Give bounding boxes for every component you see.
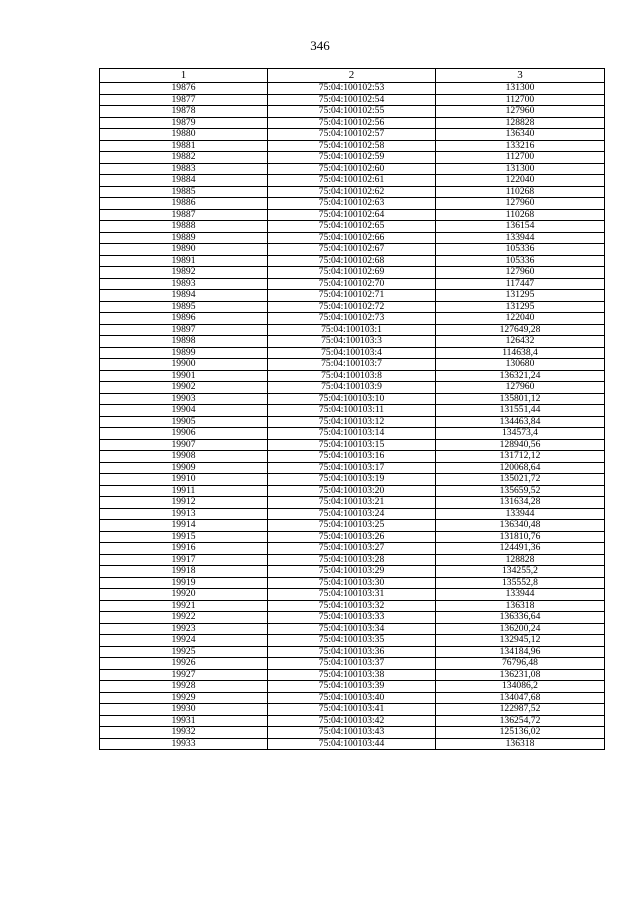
value-cell: 136254,72 xyxy=(436,715,605,727)
table-row xyxy=(100,336,605,348)
table-row xyxy=(100,577,605,589)
cadastral-number-cell: 75:04:100103:31 xyxy=(268,589,436,601)
cadastral-number-cell: 75:04:100103:35 xyxy=(268,635,436,647)
row-number-cell: 19879 xyxy=(100,117,268,129)
table-row xyxy=(100,658,605,670)
cadastral-number-cell: 75:04:100103:33 xyxy=(268,612,436,624)
value-cell: 112700 xyxy=(436,94,605,106)
table-row xyxy=(100,692,605,704)
value-cell: 131712,12 xyxy=(436,451,605,463)
row-number-cell: 19928 xyxy=(100,681,268,693)
cadastral-number-cell: 75:04:100103:21 xyxy=(268,497,436,509)
table-row xyxy=(100,301,605,313)
row-number-cell: 19886 xyxy=(100,198,268,210)
cadastral-number-cell: 75:04:100102:56 xyxy=(268,117,436,129)
cadastral-number-cell: 75:04:100103:29 xyxy=(268,566,436,578)
value-cell: 117447 xyxy=(436,278,605,290)
cadastral-number-cell: 75:04:100102:63 xyxy=(268,198,436,210)
table-row xyxy=(100,232,605,244)
value-cell: 131300 xyxy=(436,83,605,95)
value-cell: 134086,2 xyxy=(436,681,605,693)
row-number-cell: 19925 xyxy=(100,646,268,658)
row-number-cell: 19910 xyxy=(100,474,268,486)
table-row xyxy=(100,267,605,279)
row-number-cell: 19888 xyxy=(100,221,268,233)
row-number-cell: 19924 xyxy=(100,635,268,647)
cadastral-number-cell: 75:04:100102:64 xyxy=(268,209,436,221)
cadastral-number-cell: 75:04:100103:1 xyxy=(268,324,436,336)
table-row xyxy=(100,497,605,509)
row-number-cell: 19921 xyxy=(100,600,268,612)
table-row xyxy=(100,715,605,727)
value-cell: 76796,48 xyxy=(436,658,605,670)
value-cell: 131300 xyxy=(436,163,605,175)
table-row xyxy=(100,140,605,152)
cadastral-number-cell: 75:04:100103:11 xyxy=(268,405,436,417)
table-row xyxy=(100,462,605,474)
row-number-cell: 19929 xyxy=(100,692,268,704)
cadastral-number-cell: 75:04:100103:7 xyxy=(268,359,436,371)
table-row xyxy=(100,163,605,175)
value-cell: 131295 xyxy=(436,301,605,313)
table-header-row xyxy=(100,69,605,83)
cadastral-number-cell: 75:04:100103:3 xyxy=(268,336,436,348)
table-row xyxy=(100,313,605,325)
value-cell: 133944 xyxy=(436,589,605,601)
table-row xyxy=(100,566,605,578)
value-cell: 136318 xyxy=(436,738,605,750)
cadastral-number-cell: 75:04:100102:66 xyxy=(268,232,436,244)
row-number-cell: 19922 xyxy=(100,612,268,624)
row-number-cell: 19899 xyxy=(100,347,268,359)
row-number-cell: 19932 xyxy=(100,727,268,739)
table-row xyxy=(100,681,605,693)
cadastral-number-cell: 75:04:100103:4 xyxy=(268,347,436,359)
value-cell: 114638,4 xyxy=(436,347,605,359)
column-header-1: 1 xyxy=(100,69,268,83)
table-row xyxy=(100,646,605,658)
table-row xyxy=(100,451,605,463)
cadastral-number-cell: 75:04:100103:42 xyxy=(268,715,436,727)
row-number-cell: 19931 xyxy=(100,715,268,727)
cadastral-number-cell: 75:04:100103:26 xyxy=(268,531,436,543)
value-cell: 135021,72 xyxy=(436,474,605,486)
value-cell: 127960 xyxy=(436,382,605,394)
cadastral-number-cell: 75:04:100103:43 xyxy=(268,727,436,739)
cadastral-number-cell: 75:04:100103:20 xyxy=(268,485,436,497)
row-number-cell: 19917 xyxy=(100,554,268,566)
table-row xyxy=(100,83,605,95)
value-cell: 134047,68 xyxy=(436,692,605,704)
value-cell: 131295 xyxy=(436,290,605,302)
cadastral-number-cell: 75:04:100103:40 xyxy=(268,692,436,704)
value-cell: 136200,24 xyxy=(436,623,605,635)
row-number-cell: 19909 xyxy=(100,462,268,474)
row-number-cell: 19927 xyxy=(100,669,268,681)
row-number-cell: 19876 xyxy=(100,83,268,95)
cadastral-number-cell: 75:04:100103:34 xyxy=(268,623,436,635)
row-number-cell: 19884 xyxy=(100,175,268,187)
cadastral-number-cell: 75:04:100102:71 xyxy=(268,290,436,302)
table-row xyxy=(100,186,605,198)
row-number-cell: 19933 xyxy=(100,738,268,750)
value-cell: 131634,28 xyxy=(436,497,605,509)
cadastral-number-cell: 75:04:100102:57 xyxy=(268,129,436,141)
cadastral-number-cell: 75:04:100102:72 xyxy=(268,301,436,313)
table-row xyxy=(100,370,605,382)
row-number-cell: 19881 xyxy=(100,140,268,152)
table-row xyxy=(100,727,605,739)
row-number-cell: 19907 xyxy=(100,439,268,451)
cadastral-number-cell: 75:04:100103:44 xyxy=(268,738,436,750)
row-number-cell: 19877 xyxy=(100,94,268,106)
row-number-cell: 19919 xyxy=(100,577,268,589)
value-cell: 105336 xyxy=(436,244,605,256)
row-number-cell: 19893 xyxy=(100,278,268,290)
row-number-cell: 19896 xyxy=(100,313,268,325)
value-cell: 105336 xyxy=(436,255,605,267)
table-row xyxy=(100,416,605,428)
value-cell: 122987,52 xyxy=(436,704,605,716)
value-cell: 131810,76 xyxy=(436,531,605,543)
row-number-cell: 19920 xyxy=(100,589,268,601)
cadastral-number-cell: 75:04:100103:24 xyxy=(268,508,436,520)
cadastral-number-cell: 75:04:100102:58 xyxy=(268,140,436,152)
table-body xyxy=(100,83,605,750)
table-row xyxy=(100,531,605,543)
cadastral-number-cell: 75:04:100103:27 xyxy=(268,543,436,555)
value-cell: 128828 xyxy=(436,554,605,566)
cadastral-number-cell: 75:04:100102:65 xyxy=(268,221,436,233)
value-cell: 127649,28 xyxy=(436,324,605,336)
value-cell: 132945,12 xyxy=(436,635,605,647)
table-row xyxy=(100,359,605,371)
row-number-cell: 19900 xyxy=(100,359,268,371)
row-number-cell: 19897 xyxy=(100,324,268,336)
cadastral-number-cell: 75:04:100102:70 xyxy=(268,278,436,290)
cadastral-number-cell: 75:04:100103:17 xyxy=(268,462,436,474)
value-cell: 135801,12 xyxy=(436,393,605,405)
value-cell: 136340,48 xyxy=(436,520,605,532)
cadastral-number-cell: 75:04:100102:55 xyxy=(268,106,436,118)
value-cell: 136231,08 xyxy=(436,669,605,681)
table-row xyxy=(100,405,605,417)
table-row xyxy=(100,704,605,716)
row-number-cell: 19906 xyxy=(100,428,268,440)
table-row xyxy=(100,152,605,164)
row-number-cell: 19926 xyxy=(100,658,268,670)
cadastral-number-cell: 75:04:100102:68 xyxy=(268,255,436,267)
table-row xyxy=(100,439,605,451)
row-number-cell: 19913 xyxy=(100,508,268,520)
row-number-cell: 19895 xyxy=(100,301,268,313)
cadastral-number-cell: 75:04:100103:10 xyxy=(268,393,436,405)
value-cell: 136318 xyxy=(436,600,605,612)
row-number-cell: 19915 xyxy=(100,531,268,543)
cadastral-number-cell: 75:04:100103:38 xyxy=(268,669,436,681)
cadastral-number-cell: 75:04:100103:12 xyxy=(268,416,436,428)
row-number-cell: 19889 xyxy=(100,232,268,244)
row-number-cell: 19902 xyxy=(100,382,268,394)
table-row xyxy=(100,347,605,359)
value-cell: 112700 xyxy=(436,152,605,164)
row-number-cell: 19908 xyxy=(100,451,268,463)
table-row xyxy=(100,635,605,647)
value-cell: 134184,96 xyxy=(436,646,605,658)
row-number-cell: 19911 xyxy=(100,485,268,497)
value-cell: 133944 xyxy=(436,232,605,244)
table-row xyxy=(100,106,605,118)
table-row xyxy=(100,198,605,210)
table-row xyxy=(100,600,605,612)
row-number-cell: 19905 xyxy=(100,416,268,428)
value-cell: 135659,52 xyxy=(436,485,605,497)
value-cell: 133944 xyxy=(436,508,605,520)
table-row xyxy=(100,117,605,129)
table-row xyxy=(100,255,605,267)
value-cell: 135552,8 xyxy=(436,577,605,589)
value-cell: 128828 xyxy=(436,117,605,129)
cadastral-number-cell: 75:04:100103:19 xyxy=(268,474,436,486)
cadastral-number-cell: 75:04:100102:69 xyxy=(268,267,436,279)
cadastral-number-cell: 75:04:100102:60 xyxy=(268,163,436,175)
row-number-cell: 19880 xyxy=(100,129,268,141)
row-number-cell: 19930 xyxy=(100,704,268,716)
row-number-cell: 19914 xyxy=(100,520,268,532)
value-cell: 134255,2 xyxy=(436,566,605,578)
row-number-cell: 19916 xyxy=(100,543,268,555)
table-row xyxy=(100,428,605,440)
row-number-cell: 19883 xyxy=(100,163,268,175)
value-cell: 133216 xyxy=(436,140,605,152)
value-cell: 136154 xyxy=(436,221,605,233)
cadastral-number-cell: 75:04:100103:15 xyxy=(268,439,436,451)
row-number-cell: 19903 xyxy=(100,393,268,405)
page-number: 346 xyxy=(310,38,330,53)
table-row xyxy=(100,393,605,405)
row-number-cell: 19923 xyxy=(100,623,268,635)
cadastral-number-cell: 75:04:100102:67 xyxy=(268,244,436,256)
value-cell: 122040 xyxy=(436,313,605,325)
cadastral-number-cell: 75:04:100102:53 xyxy=(268,83,436,95)
table-row xyxy=(100,94,605,106)
row-number-cell: 19894 xyxy=(100,290,268,302)
table-row xyxy=(100,209,605,221)
table-row xyxy=(100,520,605,532)
cadastral-number-cell: 75:04:100103:32 xyxy=(268,600,436,612)
row-number-cell: 19892 xyxy=(100,267,268,279)
cadastral-number-cell: 75:04:100103:8 xyxy=(268,370,436,382)
table-row xyxy=(100,278,605,290)
value-cell: 127960 xyxy=(436,267,605,279)
table-row xyxy=(100,382,605,394)
row-number-cell: 19885 xyxy=(100,186,268,198)
cadastral-number-cell: 75:04:100103:39 xyxy=(268,681,436,693)
cadastral-number-cell: 75:04:100102:61 xyxy=(268,175,436,187)
cadastral-number-cell: 75:04:100103:41 xyxy=(268,704,436,716)
table-row xyxy=(100,612,605,624)
cadastral-number-cell: 75:04:100103:16 xyxy=(268,451,436,463)
row-number-cell: 19882 xyxy=(100,152,268,164)
table-row xyxy=(100,221,605,233)
column-header-3: 3 xyxy=(436,69,605,83)
value-cell: 136336,64 xyxy=(436,612,605,624)
table-row xyxy=(100,129,605,141)
row-number-cell: 19890 xyxy=(100,244,268,256)
table-row xyxy=(100,543,605,555)
table-row xyxy=(100,508,605,520)
value-cell: 125136,02 xyxy=(436,727,605,739)
table-row xyxy=(100,623,605,635)
cadastral-number-cell: 75:04:100103:30 xyxy=(268,577,436,589)
row-number-cell: 19912 xyxy=(100,497,268,509)
value-cell: 127960 xyxy=(436,106,605,118)
value-cell: 110268 xyxy=(436,209,605,221)
row-number-cell: 19887 xyxy=(100,209,268,221)
row-number-cell: 19891 xyxy=(100,255,268,267)
value-cell: 134463,84 xyxy=(436,416,605,428)
value-cell: 127960 xyxy=(436,198,605,210)
table-row xyxy=(100,589,605,601)
cadastral-number-cell: 75:04:100103:28 xyxy=(268,554,436,566)
cadastral-number-cell: 75:04:100103:14 xyxy=(268,428,436,440)
row-number-cell: 19898 xyxy=(100,336,268,348)
value-cell: 120068,64 xyxy=(436,462,605,474)
row-number-cell: 19901 xyxy=(100,370,268,382)
table-row xyxy=(100,324,605,336)
table-row xyxy=(100,474,605,486)
cadastral-number-cell: 75:04:100103:25 xyxy=(268,520,436,532)
value-cell: 130680 xyxy=(436,359,605,371)
cadastral-number-cell: 75:04:100102:54 xyxy=(268,94,436,106)
table-row xyxy=(100,244,605,256)
value-cell: 128940,56 xyxy=(436,439,605,451)
value-cell: 126432 xyxy=(436,336,605,348)
value-cell: 122040 xyxy=(436,175,605,187)
value-cell: 124491,36 xyxy=(436,543,605,555)
column-header-2: 2 xyxy=(268,69,436,83)
cadastral-number-cell: 75:04:100102:62 xyxy=(268,186,436,198)
cadastral-number-cell: 75:04:100103:36 xyxy=(268,646,436,658)
value-cell: 110268 xyxy=(436,186,605,198)
row-number-cell: 19878 xyxy=(100,106,268,118)
cadastral-number-cell: 75:04:100103:37 xyxy=(268,658,436,670)
value-cell: 131551,44 xyxy=(436,405,605,417)
row-number-cell: 19904 xyxy=(100,405,268,417)
row-number-cell: 19918 xyxy=(100,566,268,578)
cadastral-number-cell: 75:04:100102:73 xyxy=(268,313,436,325)
value-cell: 136340 xyxy=(436,129,605,141)
cadastral-number-cell: 75:04:100103:9 xyxy=(268,382,436,394)
value-cell: 134573,4 xyxy=(436,428,605,440)
value-cell: 136321,24 xyxy=(436,370,605,382)
table-row xyxy=(100,738,605,750)
cadastral-number-cell: 75:04:100102:59 xyxy=(268,152,436,164)
table-row xyxy=(100,554,605,566)
table-row xyxy=(100,669,605,681)
table-row xyxy=(100,175,605,187)
table-row xyxy=(100,485,605,497)
table-row xyxy=(100,290,605,302)
cadastral-value-table xyxy=(99,68,605,750)
